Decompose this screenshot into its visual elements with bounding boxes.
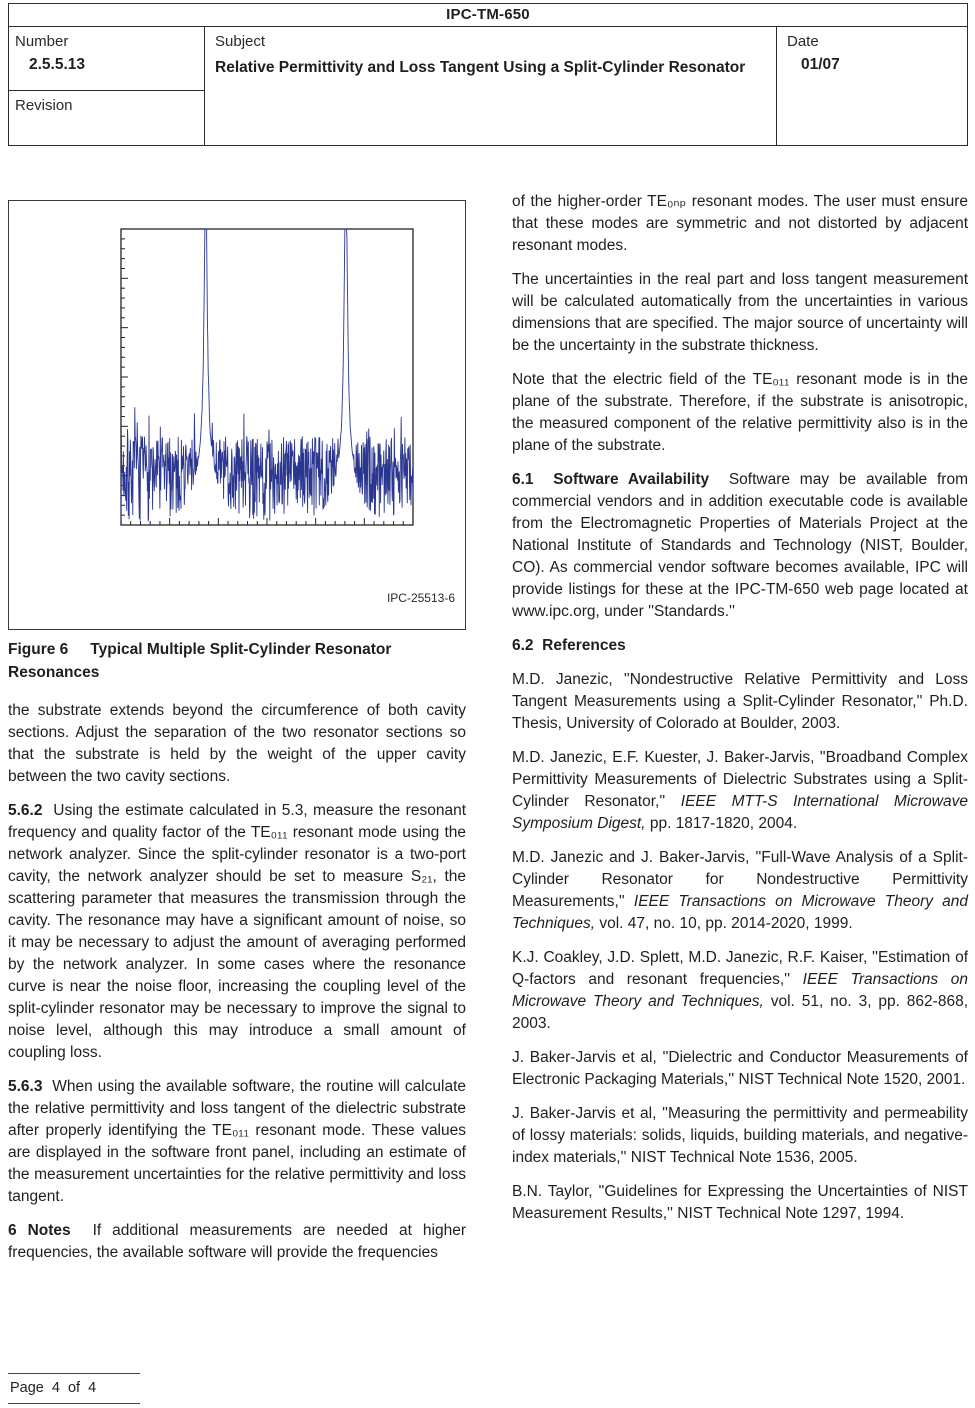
- page-number: Page 4 of 4: [10, 1380, 97, 1396]
- paragraph: J. Baker-Jarvis et al, ''Measuring the permittivity and permeability of lossy materials: solids, liquids, building materials, and negative-index materials,'' NIST Technical Note 1536, 2005.: [512, 1105, 968, 1166]
- paragraph: M.D. Janezic, ''Nondestructive Relative Permittivity and Loss Tangent Measurements using a Split-Cylinder Resonator,'' Ph.D. Thesis, University of Colorado at Boulder, 2003.: [512, 671, 968, 732]
- document-body: [8, 191, 968, 1276]
- subject-title: Relative Permittivity and Loss Tangent Using a Split-Cylinder Resonator: [215, 59, 746, 76]
- header-table: [8, 3, 968, 146]
- paragraph: K.J. Coakley, J.D. Splett, M.D. Janezic, R.F. Kaiser, ''Estimation of Q-factors and resonant frequencies,'' IEEE Transactions on Microwave Theory and Techniques, vol. 51, no. 3, pp. 862-868, 2003.: [512, 949, 968, 1032]
- revision-label: Revision: [15, 97, 73, 114]
- caption-figure-number: Figure 6: [8, 641, 69, 658]
- document-title: IPC-TM-650: [9, 4, 967, 27]
- revision-section: [9, 91, 204, 114]
- date-value: 01/07: [801, 56, 840, 73]
- paragraph: the substrate extends beyond the circumference of both cavity sections. Adjust the separation of the two resonator sections so that the substrate is held by the weight of the upper cavity between the two cavity sections.: [8, 702, 466, 785]
- header-cell-subject: [205, 27, 777, 145]
- figure-caption: [8, 638, 466, 684]
- paragraph: 5.6.2 Using the estimate calculated in 5.3, measure the resonant frequency and quality factor of the TE₀₁₁ resonant mode using the network analyzer. Since the split-cylinder resonator is a two-port cavity, the network analyzer should be set to measure S₂₁, the scattering parameter that measures the transmission through the cavity. The resonance may have a significant amount of noise, so it may be necessary to adjust the amount of averaging performed by the network analyzer. In some cases where the resonance curve is near the noise floor, increasing the coupling level of the split-cylinder resonator may be necessary to improve the signal to noise level, although this may introduce a small amount of coupling loss.: [8, 802, 466, 1061]
- date-label: Date: [787, 33, 819, 50]
- subject-label: Subject: [215, 33, 266, 50]
- number-label: Number: [15, 33, 69, 50]
- number-value: 2.5.5.13: [29, 56, 86, 73]
- right-column-text: [512, 191, 968, 1225]
- number-section: [9, 27, 204, 91]
- paragraph: 6 Notes If additional measurements are needed at higher frequencies, the available software will provide the frequencies: [8, 1222, 466, 1261]
- right-column: [512, 191, 968, 1276]
- paragraph: of the higher-order TE₀ₙₚ resonant modes. The user must ensure that these modes are symmetric and not distorted by adjacent resonant modes.: [512, 193, 968, 254]
- figure-code: IPC-25513-6: [386, 591, 455, 605]
- paragraph: M.D. Janezic, E.F. Kuester, J. Baker-Jarvis, ''Broadband Complex Permittivity Measurements of Dielectric Substrates using a Split-Cylinder Resonator,'' IEEE MTT-S International Microwave Symposium Digest, pp. 1817-1820, 2004.: [512, 749, 968, 832]
- footer: [8, 1373, 140, 1404]
- figure-panel: [8, 200, 466, 630]
- header-grid: [9, 27, 967, 145]
- caption-text: Typical Multiple Split-Cylinder Resonator Resonances: [8, 641, 392, 681]
- left-column-text: [8, 700, 466, 1264]
- paragraph: J. Baker-Jarvis et al, ''Dielectric and Conductor Measurements of Electronic Packaging Materials,'' NIST Technical Note 1520, 2001.: [512, 1049, 968, 1088]
- paragraph: 5.6.3 When using the available software, the routine will calculate the relative permittivity and loss tangent of the dielectric substrate after properly identifying the TE₀₁₁ resonant mode. These values are displayed in the software front panel, including an estimate of the measurement uncertainties for the relative permittivity and loss tangent.: [8, 1078, 466, 1205]
- paragraph: 6.2 References: [512, 637, 626, 654]
- paragraph: B.N. Taylor, ''Guidelines for Expressing the Uncertainties of NIST Measurement Results,'' NIST Technical Note 1297, 1994.: [512, 1183, 968, 1222]
- paragraph: M.D. Janezic and J. Baker-Jarvis, ''Full-Wave Analysis of a Split-Cylinder Resonator for Nondestructive Permittivity Measurements,'' IEEE Transactions on Microwave Theory and Techniques, vol. 47, no. 10, pp. 2014-2020, 1999.: [512, 849, 968, 932]
- paragraph: Note that the electric field of the TE₀₁₁ resonant mode is in the plane of the substrate. Therefore, if the substrate is anisotropic, the measured component of the relative permittivity also is in the plane of the substrate.: [512, 371, 968, 454]
- resonance-plot: [9, 201, 465, 546]
- paragraph: 6.1 Software Availability Software may be available from commercial vendors and in addition executable code is available from the Electromagnetic Properties of Materials Project at the National Institute of Standards and Technology (NIST, Boulder, CO). As commercial vendor software becomes available, IPC will provide listings for these at the IPC-TM-650 web page located at www.ipc.org, under ''Standards.'': [512, 471, 968, 620]
- footer-rule-bottom: [8, 1403, 140, 1404]
- paragraph: The uncertainties in the real part and loss tangent measurement will be calculated automatically from the uncertainties in various dimensions that are specified. The major source of uncertainty will be the uncertainty in the substrate thickness.: [512, 271, 968, 354]
- left-column: [8, 191, 466, 1276]
- header-cell-date: [777, 27, 967, 145]
- header-cell-number: [9, 27, 205, 145]
